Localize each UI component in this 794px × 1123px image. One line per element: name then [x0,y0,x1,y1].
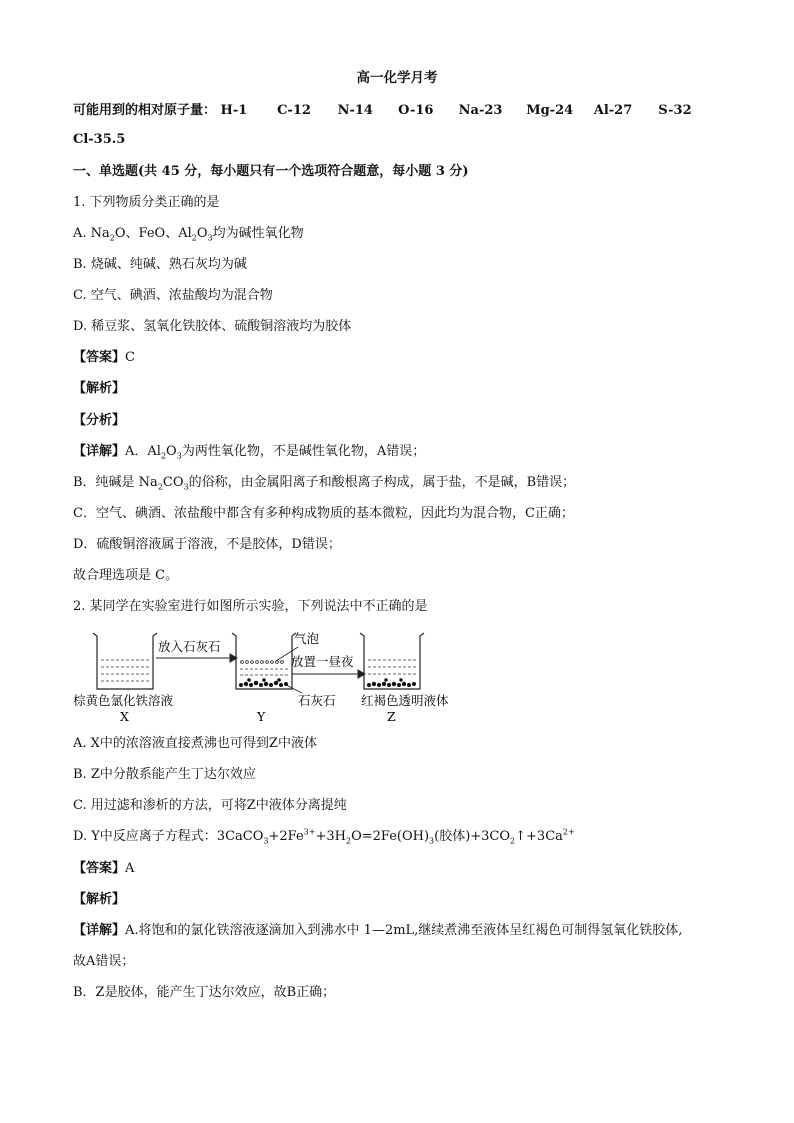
atomic-masses-line [73,99,692,118]
limestone-y [239,678,288,687]
beaker-x [93,633,157,689]
bubble-label: 气泡 [294,631,320,646]
q2-figure [70,627,470,727]
q2-option-b: B. Z中分散系能产生丁达尔效应 [73,767,256,782]
mass-item: H-1 [220,103,248,118]
beaker-z [360,633,424,689]
limestone-label: 石灰石 [298,693,336,708]
atomic-masses-label: 可能用到的相对原子量： [73,103,217,118]
page-title: 高一化学月考 [356,70,438,86]
q2-answer: 【答案】A [73,861,135,876]
q1-detail-b: B．纯碱是 $Na_2CO_3$的俗称，由金属阳离子和酸根离子构成，属于盐，不是碱，B错误； [73,475,576,492]
q2-detail-a-cont: 故A错误； [73,954,135,969]
q1-analysis-tag: 【解析】 [73,381,126,396]
mass-item: Na-23 [458,103,503,118]
mass-item: O-16 [398,103,434,118]
q1-option-a: A. $Na_2O$、FeO、$Al_2O_3$均为碱性氧化物 [73,226,304,243]
label-x: X [120,709,129,724]
liquid-z [368,660,416,674]
section-heading: 一、单选题(共 45 分，每小题只有一个选项符合题意，每小题 3 分) [73,164,469,179]
arrow-1-label: 放入石灰石 [158,639,221,654]
q2-stem: 2. 某同学在实验室进行如图所示实验，下列说法中不正确的是 [73,599,428,614]
q1-detail-d: D．硫酸铜溶液属于溶液，不是胶体，D错误； [73,537,341,552]
q1-answer: 【答案】C [73,350,135,365]
q1-option-b: B. 烧碱、纯碱、熟石灰均为碱 [73,257,247,272]
arrow-2 [292,670,365,678]
mass-item: N-14 [337,103,373,118]
label-x-desc: 棕黄色氯化铁溶液 [73,693,174,708]
q1-option-d: D. 稀豆浆、氢氧化铁胶体、硫酸铜溶液均为胶体 [73,319,352,334]
q1-conclusion: 故合理选项是 C。 [73,568,179,583]
label-z-desc: 红褐色透明液体 [361,693,449,708]
q2-detail-a: 【详解】A.将饱和的氯化铁溶液逐滴加入到沸水中 1—2mL,继续煮沸至液体呈红褐色可制得氢氧化铁胶体, [73,923,683,938]
q2-option-d: D. Y中反应离子方程式：$3CaCO_3+2Fe^{3+}+3H_2O=2Fe(OH)_3$(胶体)$+3CO_2↑+3Ca^{2+}$ [73,827,575,846]
q1-detail-a: 【详解】A．$Al_2O_3$为两性氧化物，不是碱性氧化物，A错误； [73,444,426,461]
mass-item: Mg-24 [526,103,574,118]
q1-option-c: C. 空气、碘酒、浓盐酸均为混合物 [73,288,273,303]
bubbles [241,661,284,664]
q2-detail-b: B．Z是胶体，能产生丁达尔效应，故B正确； [73,985,336,1000]
mass-item: C-12 [277,103,311,118]
q2-analysis-tag: 【解析】 [73,892,126,907]
q2-option-c: C. 用过滤和渗析的方法，可将Z中液体分离提纯 [73,798,347,813]
arrow-1 [156,654,237,662]
mass-item: S-32 [658,103,692,118]
q1-fenxi-tag: 【分析】 [73,413,126,428]
label-z: Z [387,709,396,724]
label-y: Y [257,709,266,724]
mass-item-overflow: Cl-35.5 [73,132,126,147]
limestone-z [367,678,416,687]
arrow-2-label: 放置一昼夜 [291,654,354,669]
liquid-y [240,669,288,675]
liquid-x [101,660,149,681]
q1-stem: 1. 下列物质分类正确的是 [73,195,220,210]
mass-item: Al-27 [593,103,633,118]
q2-option-a: A. X中的浓溶液直接煮沸也可得到Z中液体 [73,736,317,751]
q1-detail-c: C．空气、碘酒、浓盐酸中都含有多种构成物质的基本微粒，因此均为混合物，C正确； [73,506,574,521]
